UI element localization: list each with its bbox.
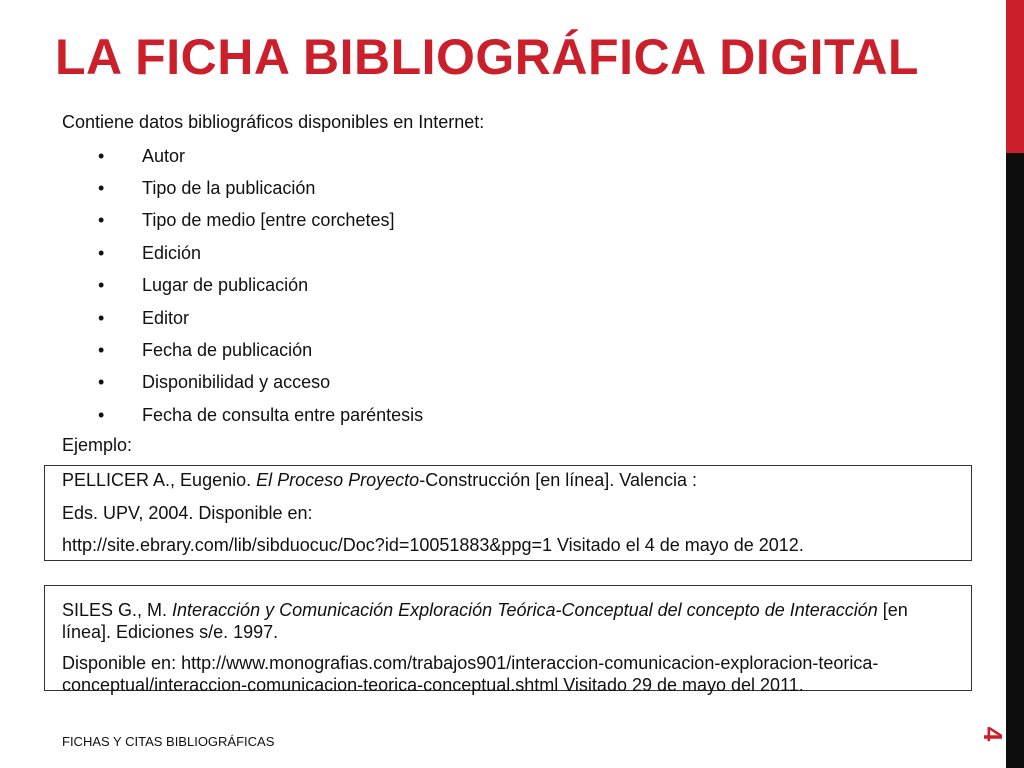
- bullet-icon: •: [98, 275, 105, 296]
- bullet-icon: •: [98, 404, 105, 425]
- bullet-icon: •: [98, 340, 105, 361]
- slide-title: LA FICHA BIBLIOGRÁFICA DIGITAL: [55, 29, 919, 85]
- reference-line-1: [62, 600, 955, 643]
- reference-line-3: http://site.ebrary.com/lib/sibduocuc/Doc?id=10051883&ppg=1 Visitado el 4 de mayo de 2012.: [62, 535, 804, 556]
- page-number: 4: [978, 726, 1008, 742]
- accent-bar-black: [1006, 153, 1024, 768]
- bullet-icon: •: [98, 210, 105, 231]
- list-item-label: Disponibilidad y acceso: [142, 372, 331, 393]
- reference-author: PELLICER A., Eugenio.: [62, 470, 257, 490]
- reference-details: [en línea]. Ediciones s/e. 1997.: [62, 600, 908, 642]
- reference-box-pellicer: [44, 465, 972, 561]
- bullet-icon: •: [98, 242, 105, 263]
- list-item: [62, 205, 423, 237]
- list-item-label: Fecha de consulta entre paréntesis: [142, 404, 424, 425]
- footer-text: FICHAS Y CITAS BIBLIOGRÁFICAS: [62, 734, 275, 749]
- list-item: [62, 399, 423, 431]
- list-item-label: Editor: [142, 307, 190, 328]
- intro-text: Contiene datos bibliográficos disponibles en Internet:: [62, 112, 485, 132]
- list-item-label: Edición: [142, 242, 202, 263]
- reference-box-siles: [44, 585, 972, 695]
- reference-details: -Construcción [en línea]. Valencia :: [419, 470, 698, 490]
- list-item-label: Tipo de la publicación: [142, 178, 316, 199]
- reference-line-2: Disponible en: http://www.monografias.com/trabajos901/interaccion-comunicacion-exploracion-teorica-conceptual/interaccion-comunicacion-teorica-conceptual.shtml Visitado 29 de mayo del 2011.: [62, 653, 879, 695]
- list-item-label: Fecha de publicación: [142, 340, 313, 361]
- list-item: [62, 237, 423, 269]
- bullet-icon: •: [98, 178, 105, 199]
- reference-title: Interacción y Comunicación Exploración Teórica-Conceptual del concepto de Interacción: [172, 600, 878, 620]
- list-item: [62, 334, 423, 366]
- bullet-icon: •: [98, 145, 105, 166]
- list-item: [62, 270, 423, 302]
- list-item-label: Autor: [142, 145, 186, 166]
- list-item: [62, 172, 423, 204]
- reference-title: El Proceso Proyecto: [256, 470, 420, 490]
- list-item: [62, 140, 423, 172]
- bullet-icon: •: [98, 307, 105, 328]
- reference-author: SILES G., M.: [62, 600, 173, 620]
- reference-line-1: [62, 470, 955, 492]
- list-item-label: Tipo de medio [entre corchetes]: [142, 210, 395, 231]
- example-label: Ejemplo:: [62, 435, 133, 455]
- list-item-label: Lugar de publicación: [142, 275, 309, 296]
- list-item: [62, 302, 423, 334]
- reference-line-2: Eds. UPV, 2004. Disponible en:: [62, 502, 313, 523]
- bullet-list: [62, 140, 423, 432]
- accent-bar-red: [1006, 0, 1024, 153]
- list-item: [62, 367, 423, 399]
- bullet-icon: •: [98, 372, 105, 393]
